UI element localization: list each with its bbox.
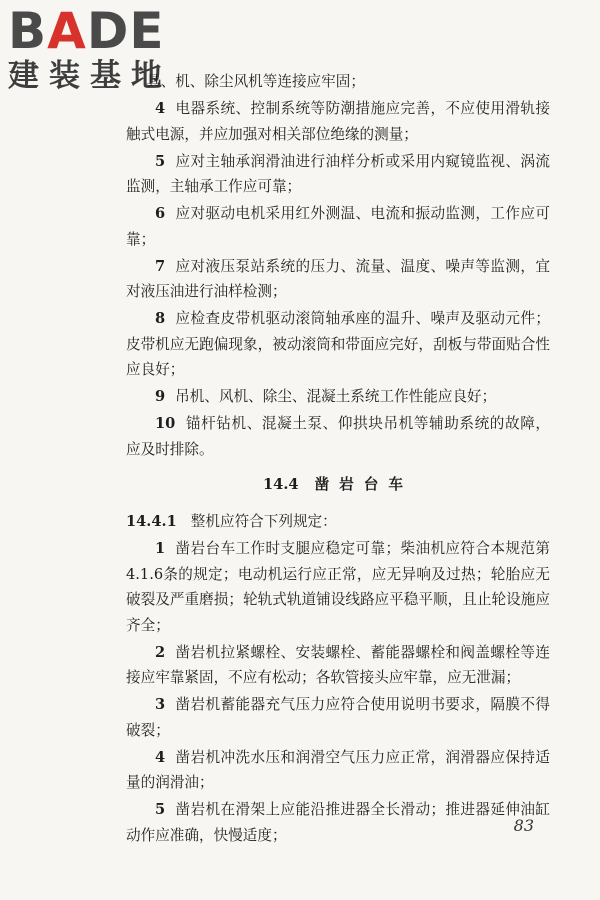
continuation-line: 具、机、除尘风机等连接应牢固； (146, 73, 365, 90)
item-number: 3 (155, 696, 166, 713)
item-list-bottom (126, 536, 550, 848)
clause-number: 14.4.1 (126, 513, 177, 530)
page-number: 83 (513, 816, 534, 835)
list-item (126, 149, 550, 200)
list-item (126, 692, 550, 743)
logo-letter-b: B (8, 2, 48, 60)
item-text: 凿岩机拉紧螺栓、安装螺栓、蓄能器螺栓和阀盖螺栓等连接应牢靠紧固，不应有松动；各软管接头应牢靠，应无泄漏； (126, 643, 550, 686)
section-number: 14.4 (263, 476, 299, 493)
list-item (126, 384, 550, 410)
item-text: 应对驱动电机采用红外测温、电流和振动监测，工作应可靠； (126, 205, 550, 248)
item-number: 7 (155, 257, 166, 275)
item-list-top (126, 96, 550, 462)
item-text: 凿岩机冲洗水压和润滑空气压力应正常，润滑器应保持适量的润滑油； (126, 748, 550, 791)
clause-text: 整机应符合下列规定： (190, 513, 337, 530)
list-item (126, 201, 550, 252)
list-item (126, 306, 550, 383)
list-item (126, 536, 550, 638)
item-text: 凿岩机蓄能器充气压力应符合使用说明书要求，隔膜不得破裂； (126, 696, 550, 739)
list-item (126, 411, 550, 462)
clause-heading (126, 509, 550, 535)
item-text: 应检查皮带机驱动滚筒轴承座的温升、噪声及驱动元件；皮带机应无跑偏现象，被动滚筒和带面应完好，刮板与带面贴合性应良好； (126, 310, 550, 378)
item-text: 凿岩机在滑架上应能沿推进器全长滑动；推进器延伸油缸动作应准确，快慢适度； (126, 801, 550, 844)
item-text: 吊机、风机、除尘、混凝土系统工作性能应良好； (175, 388, 497, 405)
section-heading (126, 474, 550, 496)
list-item (126, 640, 550, 691)
list-item (126, 745, 550, 796)
item-number: 10 (155, 415, 176, 432)
logo-brand (8, 2, 180, 60)
item-number: 5 (155, 152, 166, 170)
logo-letter-a: A (47, 2, 87, 60)
item-number: 2 (155, 643, 166, 661)
item-number: 5 (155, 801, 166, 818)
item-text: 凿岩台车工作时支腿应稳定可靠；柴油机应符合本规范第4.1.6条的规定；电动机运行应正常，应无异响及过热；轮胎应无破裂及严重磨损；轮轨式轨道铺设线路应平稳平顺，且止轮设施应齐全； (126, 540, 550, 634)
list-item (126, 96, 550, 147)
item-text: 电器系统、控制系统等防潮措施应完善，不应使用滑轨接触式电源，并应加强对相关部位绝缘的测量； (126, 100, 550, 143)
page-body (126, 69, 550, 850)
item-number: 8 (155, 310, 166, 327)
item-text: 应对液压泵站系统的压力、流量、温度、噪声等监测，宜对液压油进行油样检测； (126, 257, 550, 300)
item-number: 4 (155, 748, 166, 766)
logo-letters-de: DE (86, 2, 165, 60)
item-number: 4 (155, 100, 166, 117)
section-title-text: 凿岩台车 (314, 476, 413, 493)
item-text: 应对主轴承润滑油进行油样分析或采用内窥镜监视、涡流监测，主轴承工作应可靠； (126, 152, 550, 195)
logo-subtitle: 建装基地 (8, 58, 172, 94)
item-text: 锚杆钻机、混凝土泵、仰拱块吊机等辅助系统的故障，应及时排除。 (126, 415, 550, 458)
list-item (126, 797, 550, 848)
item-number: 6 (155, 205, 166, 222)
list-item (126, 254, 550, 305)
item-number: 1 (155, 540, 166, 557)
item-number: 9 (155, 388, 166, 405)
